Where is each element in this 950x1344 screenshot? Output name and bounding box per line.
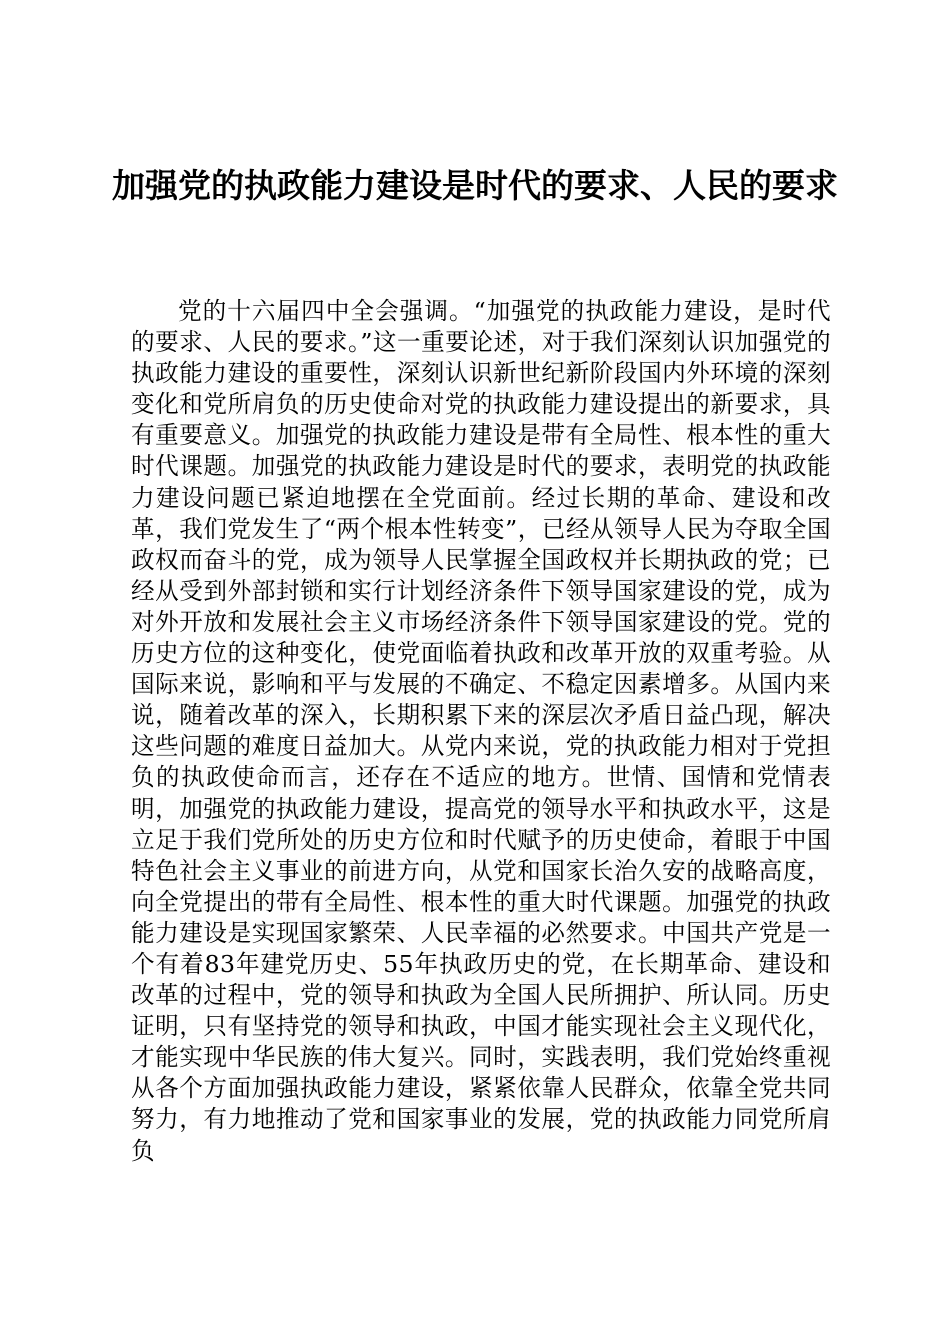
- document-body-paragraph: 党的十六届四中全会强调。“加强党的执政能力建设，是时代的要求、人民的要求。”这一重要论述，对于我们深刻认识加强党的执政能力建设的重要性，深刻认识新世纪新阶段国内外环境的深刻变化和党所肩负的历史使命对党的执政能力建设提出的新要求，具有重要意义。加强党的执政能力建设是带有全局性、根本性的重大时代课题。加强党的执政能力建设是时代的要求，表明党的执政能力建设问题已紧迫地摆在全党面前。经过长期的革命、建设和改革，我们党发生了“两个根本性转变”，已经从领导人民为夺取全国政权而奋斗的党，成为领导人民掌握全国政权并长期执政的党；已经从受到外部封锁和实行计划经济条件下领导国家建设的党，成为对外开放和发展社会主义市场经济条件下领导国家建设的党。党的历史方位的这种变化，使党面临着执政和改革开放的双重考验。从国际来说，影响和平与发展的不确定、不稳定因素增多。从国内来说，随着改革的深入，长期积累下来的深层次矛盾日益凸现，解决这些问题的难度日益加大。从党内来说，党的执政能力相对于党担负的执政使命而言，还存在不适应的地方。世情、国情和党情表明，加强党的执政能力建设，提高党的领导水平和执政水平，这是立足于我们党所处的历史方位和时代赋予的历史使命，着眼于中国特色社会主义事业的前进方向，从党和国家长治久安的战略高度，向全党提出的带有全局性、根本性的重大时代课题。加强党的执政能力建设是实现国家繁荣、人民幸福的必然要求。中国共产党是一个有着83年建党历史、55年执政历史的党，在长期革命、建设和改革的过程中，党的领导和执政为全国人民所拥护、所认同。历史证明，只有坚持党的领导和执政，中国才能实现社会主义现代化，才能实现中华民族的伟大复兴。同时，实践表明，我们党始终重视从各个方面加强执政能力建设，紧紧依靠人民群众，依靠全党共同努力，有力地推动了党和国家事业的发展，党的执政能力同党所肩负: [131, 297, 831, 1165]
- document-title: 加强党的执政能力建设是时代的要求、人民的要求: [112, 166, 838, 205]
